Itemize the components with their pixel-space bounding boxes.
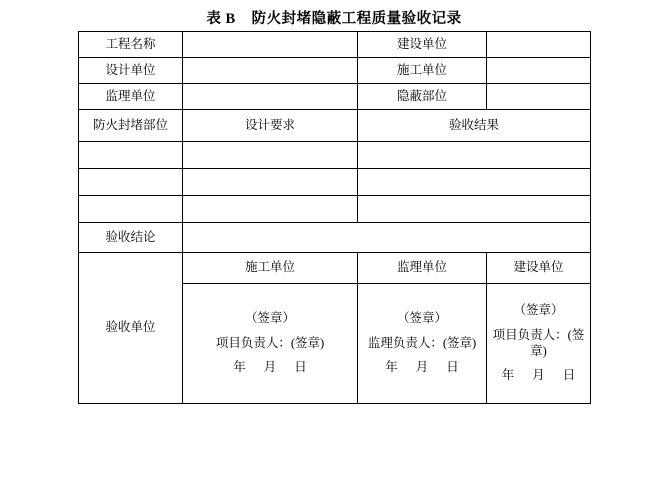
date-month: 月 xyxy=(415,360,429,375)
construction-signature-cell[interactable] xyxy=(487,284,591,404)
date-day: 日 xyxy=(294,360,307,375)
design-requirement-header: 设计要求 xyxy=(183,110,358,142)
contractor-unit-value[interactable] xyxy=(487,58,591,84)
acceptance-conclusion-label: 验收结论 xyxy=(79,223,183,253)
table-header-row xyxy=(79,110,591,142)
table-row xyxy=(79,84,591,110)
acceptance-result-cell[interactable] xyxy=(358,142,591,169)
table-row xyxy=(79,196,591,223)
acceptance-result-cell[interactable] xyxy=(358,169,591,196)
supervision-unit-label: 监理单位 xyxy=(79,84,183,110)
project-name-value[interactable] xyxy=(183,32,358,58)
date-year: 年 xyxy=(501,368,515,383)
firestop-location-cell[interactable] xyxy=(79,169,183,196)
contractor-unit-label: 施工单位 xyxy=(358,58,487,84)
date-year: 年 xyxy=(233,360,246,375)
supervision-column-header: 监理单位 xyxy=(358,253,487,284)
design-unit-label: 设计单位 xyxy=(79,58,183,84)
supervision-signature-cell[interactable] xyxy=(358,284,487,404)
page-title xyxy=(0,7,668,28)
date-month: 月 xyxy=(263,360,277,375)
date-month: 月 xyxy=(532,368,545,383)
table-row xyxy=(79,32,591,58)
table-row xyxy=(79,169,591,196)
acceptance-result-cell[interactable] xyxy=(358,196,591,223)
acceptance-record-table xyxy=(78,31,591,404)
contractor-signature-cell[interactable] xyxy=(183,284,358,404)
design-requirement-cell[interactable] xyxy=(183,169,358,196)
design-requirement-cell[interactable] xyxy=(183,196,358,223)
acceptance-result-header: 验收结果 xyxy=(358,110,591,142)
seal-text: （签章） xyxy=(396,311,447,326)
firestop-location-header: 防火封堵部位 xyxy=(79,110,183,142)
construction-unit-value[interactable] xyxy=(487,32,591,58)
acceptance-conclusion-value[interactable] xyxy=(183,223,591,253)
acceptance-units-label: 验收单位 xyxy=(79,253,183,404)
table-row xyxy=(79,142,591,169)
seal-text: （签章） xyxy=(244,311,295,326)
signature-date xyxy=(183,360,357,376)
firestop-location-cell[interactable] xyxy=(79,196,183,223)
supervision-unit-value[interactable] xyxy=(183,84,358,110)
construction-column-header: 建设单位 xyxy=(487,253,591,284)
concealed-part-label: 隐蔽部位 xyxy=(358,84,487,110)
seal-text: （签章） xyxy=(513,303,564,318)
contractor-column-header: 施工单位 xyxy=(183,253,358,284)
table-title-text: 防火封堵隐蔽工程质量验收记录 xyxy=(251,11,462,27)
date-day: 日 xyxy=(562,368,576,383)
construction-unit-label: 建设单位 xyxy=(358,32,487,58)
table-number-label: 表 B xyxy=(206,11,236,27)
table-row xyxy=(79,58,591,84)
responsible-person-text: 监理负责人：(签章) xyxy=(367,335,477,350)
responsible-person-text: 项目负责人：(签章) xyxy=(492,327,585,358)
concealed-part-value[interactable] xyxy=(487,84,591,110)
table-header-row xyxy=(79,253,591,284)
design-requirement-cell[interactable] xyxy=(183,142,358,169)
date-day: 日 xyxy=(446,360,459,375)
design-unit-value[interactable] xyxy=(183,58,358,84)
firestop-location-cell[interactable] xyxy=(79,142,183,169)
table-row xyxy=(79,223,591,253)
responsible-person-text: 项目负责人：(签章) xyxy=(215,335,325,350)
signature-date xyxy=(487,368,590,384)
date-year: 年 xyxy=(385,360,398,375)
signature-date xyxy=(358,360,486,376)
project-name-label: 工程名称 xyxy=(79,32,183,58)
